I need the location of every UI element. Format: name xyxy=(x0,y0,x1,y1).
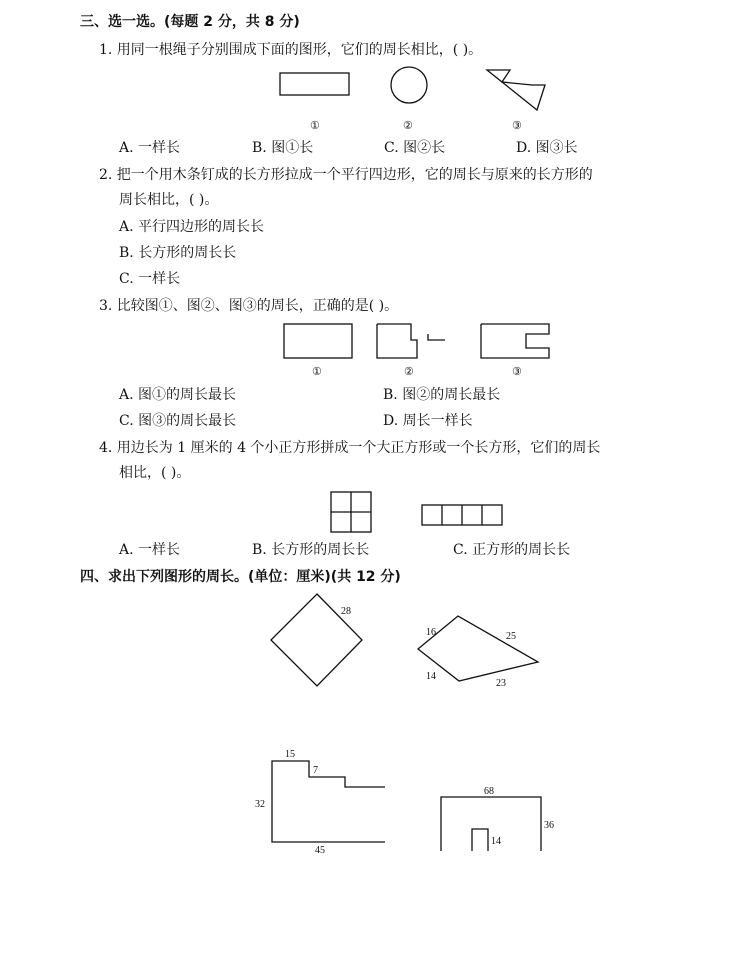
q4-stem-line2: 相比，( )。 xyxy=(119,465,191,481)
q3-label-1: ① xyxy=(312,365,322,378)
fig3-label-left: 32 xyxy=(255,799,265,810)
fig3-label-bottom: 45 xyxy=(315,845,325,856)
q3-option-a: A. 图①的周长最长 xyxy=(119,387,237,403)
q4-option-a: A. 一样长 xyxy=(119,542,181,558)
q2-option-a: A. 平行四边形的周长长 xyxy=(119,219,265,235)
q1-option-b: B. 图①长 xyxy=(252,140,314,156)
q1-label-3: ③ xyxy=(512,119,522,132)
q1-label-2: ② xyxy=(403,119,413,132)
fig3-label-top: 15 xyxy=(285,749,295,760)
q4-option-c: C. 正方形的周长长 xyxy=(453,542,571,558)
q2-stem-line2: 周长相比，( )。 xyxy=(119,192,219,208)
fig4-label-notch: 14 xyxy=(491,836,501,847)
q1-option-d: D. 图③长 xyxy=(516,140,578,156)
q3-stem: 3. 比较图①、图②、图③的周长，正确的是( )。 xyxy=(99,298,399,314)
q1-label-1: ① xyxy=(310,119,320,132)
fig4-label-right: 36 xyxy=(544,820,554,831)
fig2-side-label-4: 23 xyxy=(496,678,506,689)
q2-option-b: B. 长方形的周长长 xyxy=(119,245,237,261)
fig2-side-label-1: 16 xyxy=(426,627,436,638)
q3-option-d: D. 周长一样长 xyxy=(383,413,473,429)
fig2-side-label-3: 14 xyxy=(426,671,436,682)
fig4-inner-notch xyxy=(472,829,488,851)
fig1-side-label: 28 xyxy=(341,606,351,617)
q3-label-2: ② xyxy=(404,365,414,378)
q1-option-c: C. 图②长 xyxy=(384,140,446,156)
q4-option-b: B. 长方形的周长长 xyxy=(252,542,370,558)
fig4-label-top: 68 xyxy=(484,786,494,797)
q1-stem: 1. 用同一根绳子分别围成下面的图形，它们的周长相比，( )。 xyxy=(99,42,483,58)
fig3-stepped-shape xyxy=(272,761,385,842)
q3-label-3: ③ xyxy=(512,365,522,378)
fig2-quadrilateral xyxy=(418,616,538,681)
section3-heading: 三、选一选。(每题 2 分，共 8 分) xyxy=(80,14,300,30)
q3-option-c: C. 图③的周长最长 xyxy=(119,413,237,429)
q2-stem-line1: 2. 把一个用木条钉成的长方形拉成一个平行四边形，它的周长与原来的长方形的 xyxy=(99,167,593,183)
q2-option-c: C. 一样长 xyxy=(119,271,181,287)
q4-stem-line1: 4. 用边长为 1 厘米的 4 个小正方形拼成一个大正方形或一个长方形，它们的周长 xyxy=(99,440,601,456)
section4-heading: 四、求出下列图形的周长。(单位：厘米)(共 12 分) xyxy=(80,569,401,585)
fig2-side-label-2: 25 xyxy=(506,631,516,642)
q1-option-a: A. 一样长 xyxy=(119,140,181,156)
q3-option-b: B. 图②的周长最长 xyxy=(383,387,501,403)
fig3-label-step: 7 xyxy=(313,765,318,776)
